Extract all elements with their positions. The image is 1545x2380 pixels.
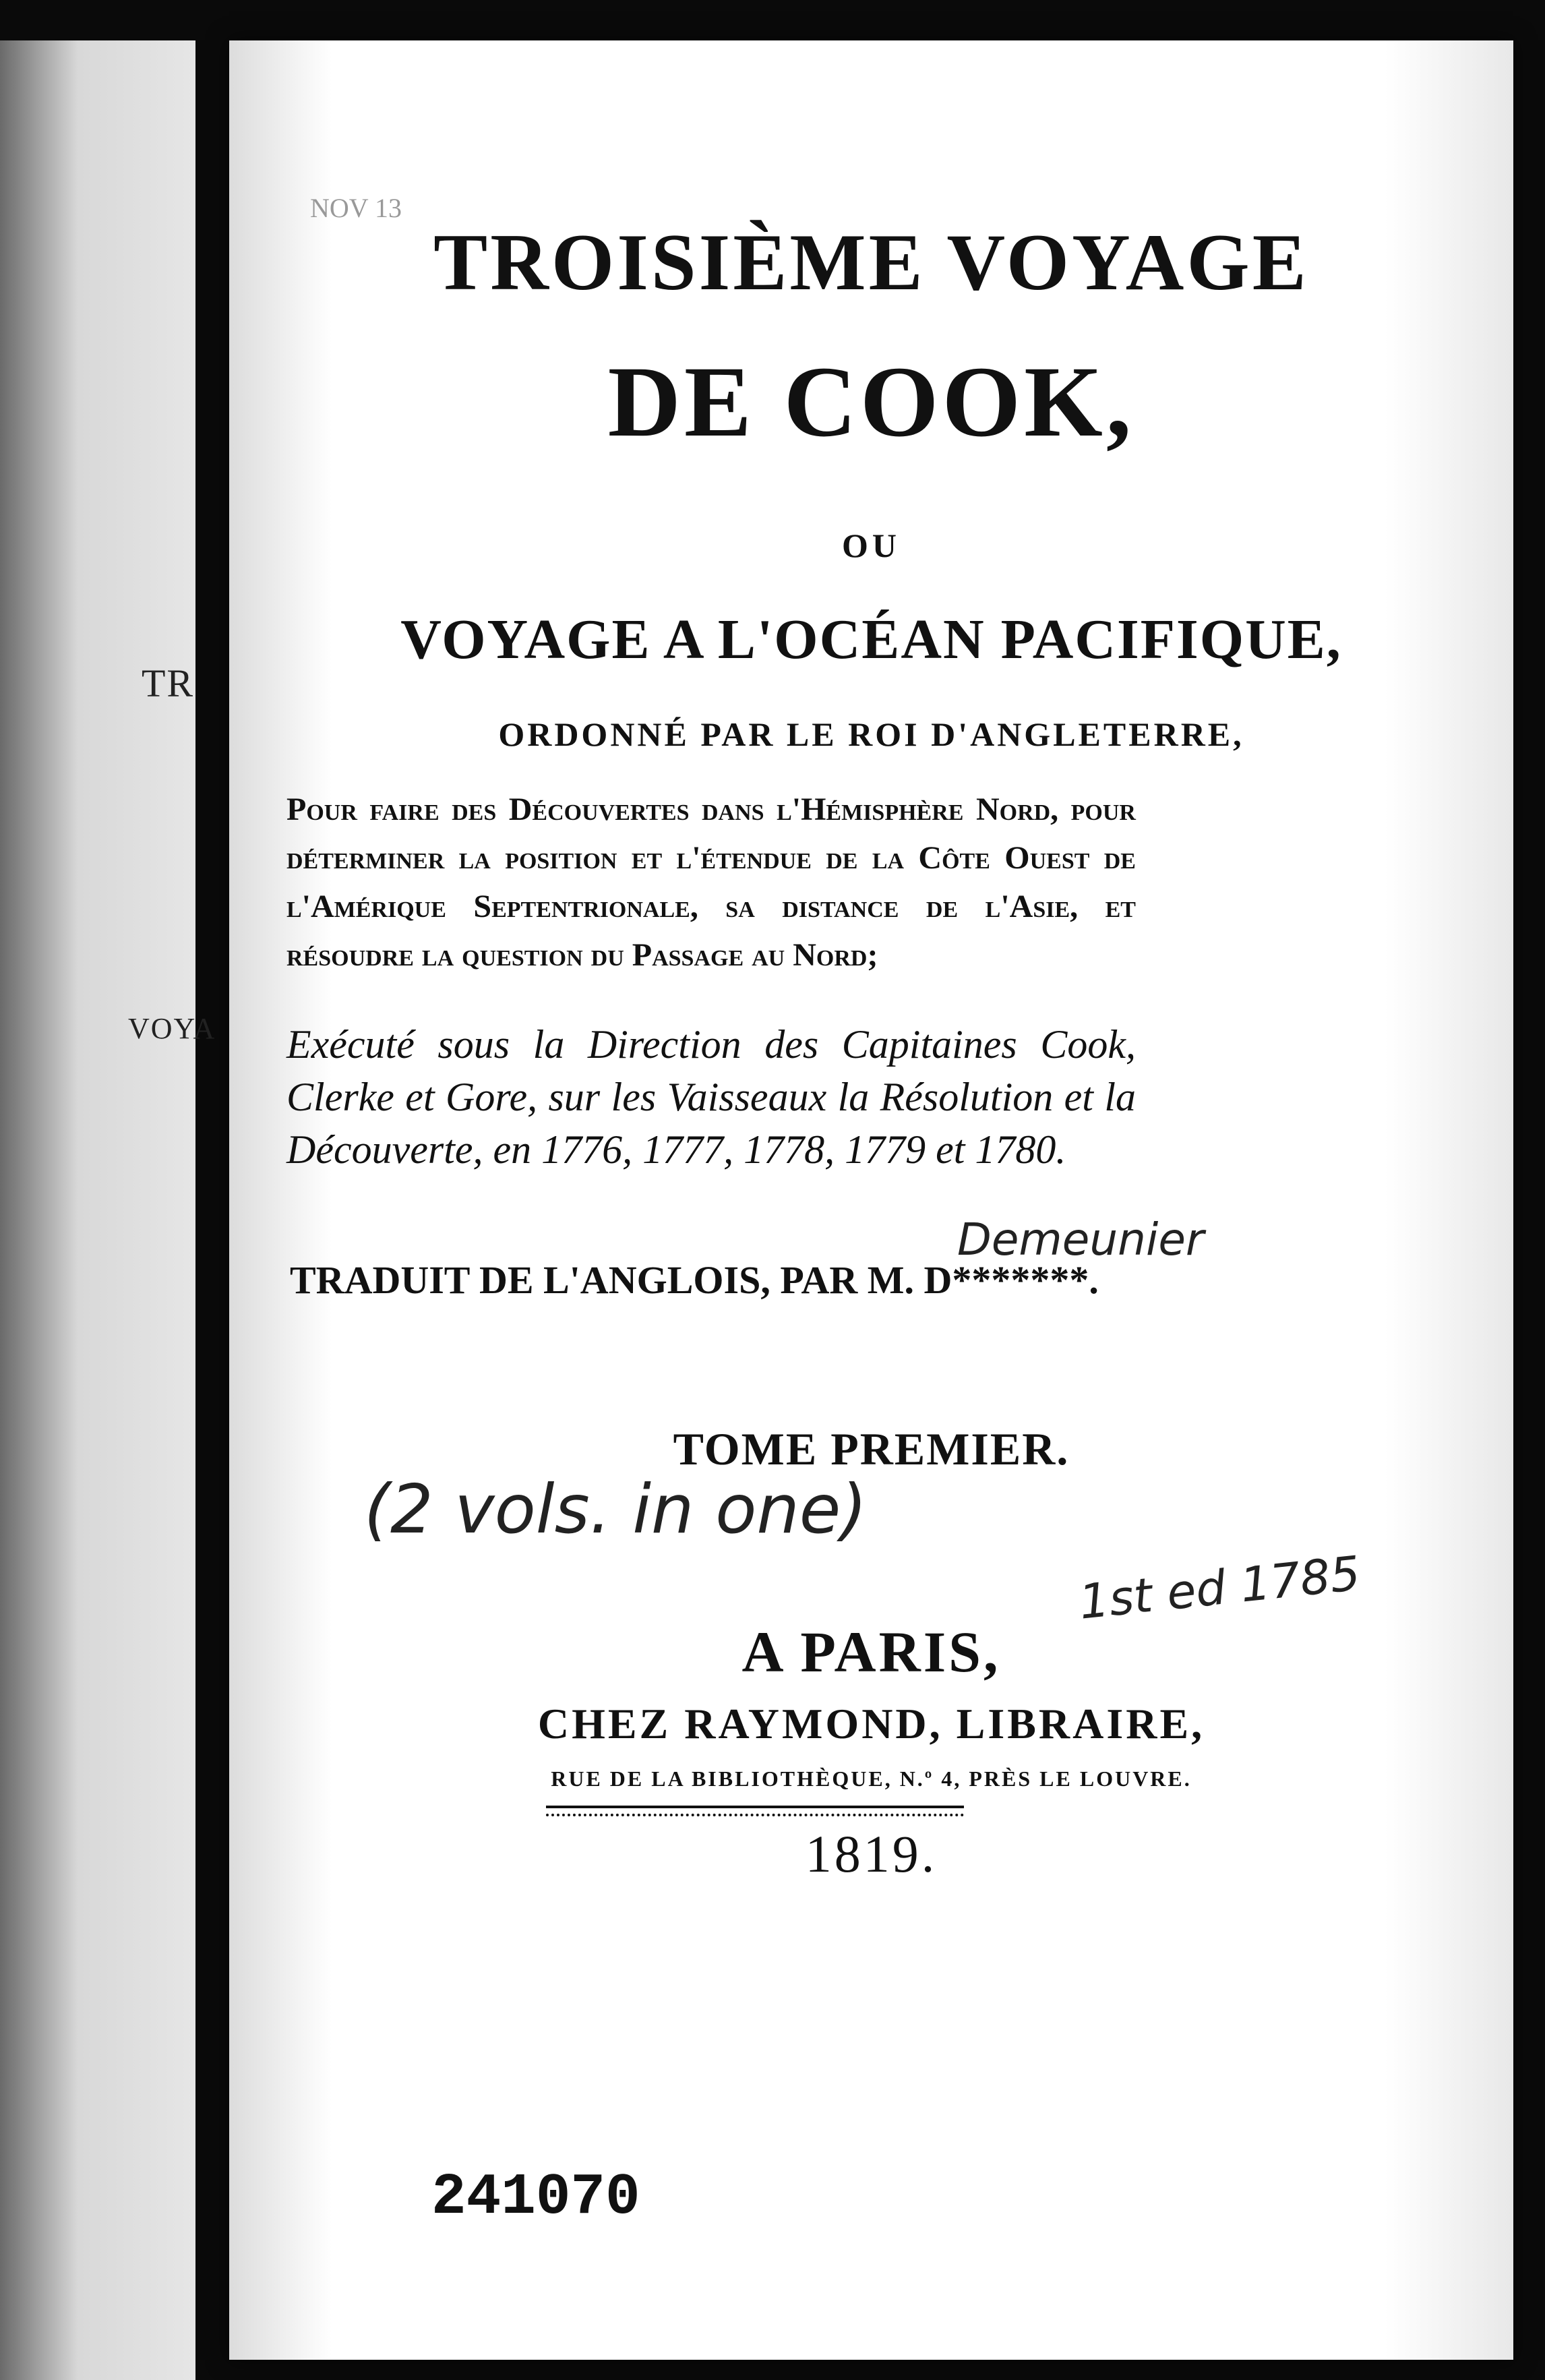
left-page-fragment: VOYA — [128, 1012, 216, 1045]
left-page-fragment: TR — [142, 661, 195, 705]
left-page-edge — [0, 40, 216, 2380]
library-stamp-number: 241070 — [431, 2164, 640, 2230]
imprint-year: 1819. — [805, 1824, 938, 1883]
title-line-1: TROISIÈME VOYAGE — [433, 217, 1309, 307]
title-line-2: DE COOK, — [607, 346, 1135, 458]
volume-label: TOME PREMIER. — [673, 1423, 1070, 1475]
imprint-address: RUE DE LA BIBLIOTHÈQUE, N.º 4, PRÈS LE LOUVRE. — [551, 1766, 1192, 1791]
subtitle: VOYAGE A L'OCÉAN PACIFIQUE, — [400, 608, 1342, 671]
handwritten-volumes-note: (2 vols. in one) — [364, 1470, 868, 1549]
decorative-rule — [546, 1806, 964, 1816]
conjunction-ou: OU — [842, 527, 901, 564]
ordered-by-line: ORDONNÉ PAR LE ROI D'ANGLETERRE, — [498, 715, 1244, 753]
handwritten-edition-note: 1st ed 1785 — [1076, 1545, 1363, 1630]
imprint-publisher: CHEZ RAYMOND, LIBRAIRE, — [537, 1700, 1205, 1748]
execution-paragraph: Exécuté sous la Direction des Capitaines Cook, Clerke et Gore, sur les Vaisseaux la Résolution et la Découverte, en 1776, 1777, 1778, 1779 et 1780. — [286, 1022, 1136, 1172]
handwritten-translator-name: Demeunier — [957, 1214, 1205, 1266]
purpose-paragraph: Pour faire des Découvertes dans l'Hémisphère Nord, pour déterminer la position et l'étendue de la Côte Ouest de l'Amérique Septentrionale, sa distance de l'Asie, et résoudre la question du Passage au Nord; — [286, 792, 1136, 973]
title-page — [229, 40, 1513, 2360]
faint-library-mark: NOV 13 — [310, 193, 402, 223]
imprint-city: A PARIS, — [741, 1619, 1001, 1684]
translator-line: TRADUIT DE L'ANGLOIS, PAR M. D*******. — [290, 1258, 1099, 1302]
